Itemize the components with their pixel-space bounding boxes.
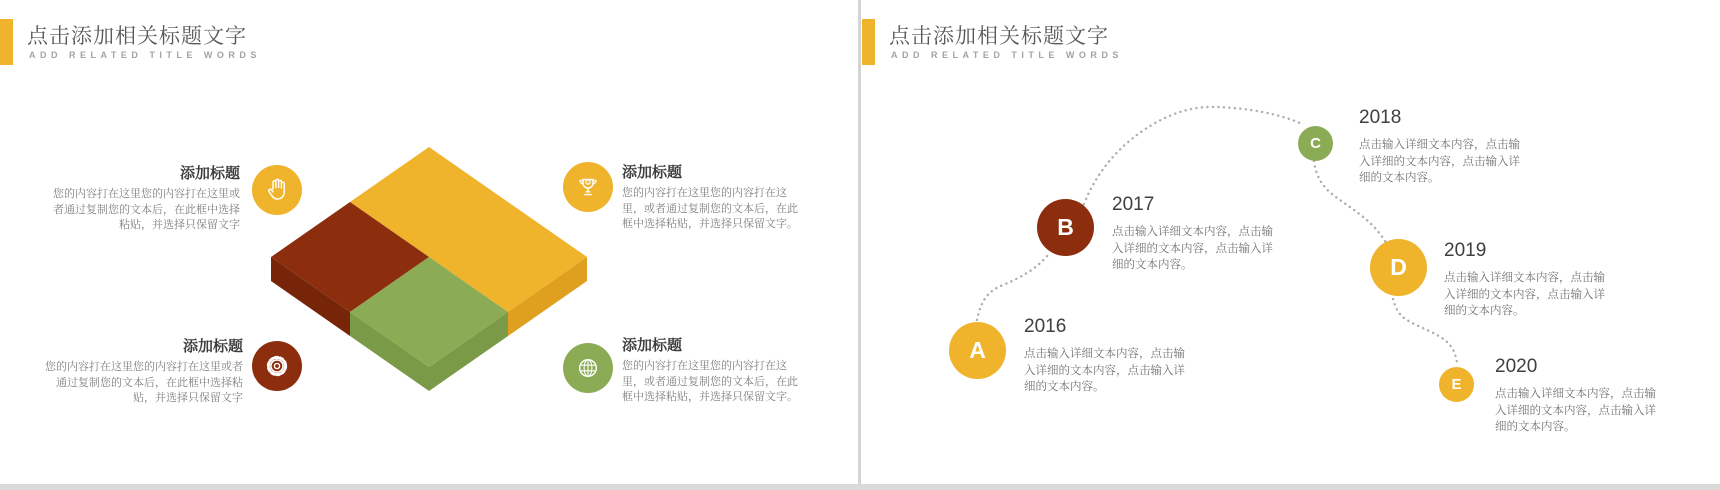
slide-divider: [858, 0, 861, 490]
slide-subtitle[interactable]: ADD RELATED TITLE WORDS: [891, 50, 1123, 60]
slide-right: [862, 0, 1720, 490]
timeline-node-letter: E: [1451, 376, 1462, 393]
info-block-bottom-left: [45, 335, 243, 407]
timeline-node-letter: A: [969, 337, 986, 363]
info-block-top-left: [45, 162, 240, 234]
timeline-year[interactable]: 2019: [1444, 240, 1487, 261]
timeline-body[interactable]: 点击输入详细文本内容，点击输入详细的文本内容，点击输入详细的文本内容。: [1024, 348, 1185, 394]
timeline-entry-2016: [1024, 316, 1186, 396]
timeline-body[interactable]: 点击输入详细文本内容，点击输入详细的文本内容，点击输入详细的文本内容。: [1112, 226, 1273, 272]
timeline-year[interactable]: 2020: [1495, 356, 1538, 377]
timeline-entry-2018: [1359, 107, 1521, 187]
hand-icon: [252, 165, 302, 215]
timeline-node-letter: C: [1310, 135, 1321, 152]
timeline-node-letter: D: [1390, 254, 1407, 280]
gear-icon: [252, 341, 302, 391]
diamond-graphic: [0, 0, 858, 490]
slide-left: [0, 0, 858, 490]
timeline-node-c[interactable]: [1298, 126, 1333, 161]
info-block-body[interactable]: 您的内容打在这里您的内容打在这里，或者通过复制您的文本后，在此框中选择粘贴，并选择只保留文字。: [622, 360, 798, 404]
timeline-node-d[interactable]: [1370, 239, 1427, 296]
info-block-body[interactable]: 您的内容打在这里您的内容打在这里或者通过复制您的文本后，在此框中选择粘贴，并选择只保留文字: [53, 188, 240, 232]
info-block-body[interactable]: 您的内容打在这里您的内容打在这里或者通过复制您的文本后，在此框中选择粘贴，并选择只保留文字: [45, 361, 243, 405]
timeline-node-e[interactable]: [1439, 367, 1474, 402]
timeline-entry-2017: [1112, 194, 1274, 274]
timeline-entry-2019: [1444, 240, 1606, 320]
timeline-year[interactable]: 2016: [1024, 316, 1067, 337]
info-block-title[interactable]: 添加标题: [622, 164, 683, 181]
bottom-bar: [0, 484, 1720, 490]
timeline-body[interactable]: 点击输入详细文本内容，点击输入详细的文本内容，点击输入详细的文本内容。: [1495, 388, 1656, 434]
globe-icon: [563, 343, 613, 393]
info-block-title[interactable]: 添加标题: [622, 337, 683, 354]
timeline-year[interactable]: 2018: [1359, 107, 1402, 128]
info-block-bottom-right: [622, 334, 804, 406]
timeline-node-a[interactable]: [949, 322, 1006, 379]
svg-text:1: 1: [586, 179, 590, 186]
trophy-icon: [563, 162, 613, 212]
timeline-year[interactable]: 2017: [1112, 194, 1155, 215]
info-block-title[interactable]: 添加标题: [179, 165, 240, 182]
timeline-node-letter: B: [1057, 214, 1074, 240]
info-block-top-right: [622, 161, 804, 233]
timeline-body[interactable]: 点击输入详细文本内容，点击输入详细的文本内容，点击输入详细的文本内容。: [1359, 139, 1520, 185]
timeline-body[interactable]: 点击输入详细文本内容，点击输入详细的文本内容，点击输入详细的文本内容。: [1444, 272, 1605, 318]
info-block-body[interactable]: 您的内容打在这里您的内容打在这里，或者通过复制您的文本后，在此框中选择粘贴，并选择只保留文字。: [622, 187, 798, 231]
info-block-title[interactable]: 添加标题: [182, 338, 243, 355]
slide-subtitle[interactable]: ADD RELATED TITLE WORDS: [29, 50, 261, 60]
slide-title[interactable]: 点击添加相关标题文字: [889, 25, 1109, 48]
timeline-node-b[interactable]: [1037, 199, 1094, 256]
slide-title[interactable]: 点击添加相关标题文字: [27, 25, 247, 48]
timeline-entry-2020: [1495, 356, 1657, 436]
